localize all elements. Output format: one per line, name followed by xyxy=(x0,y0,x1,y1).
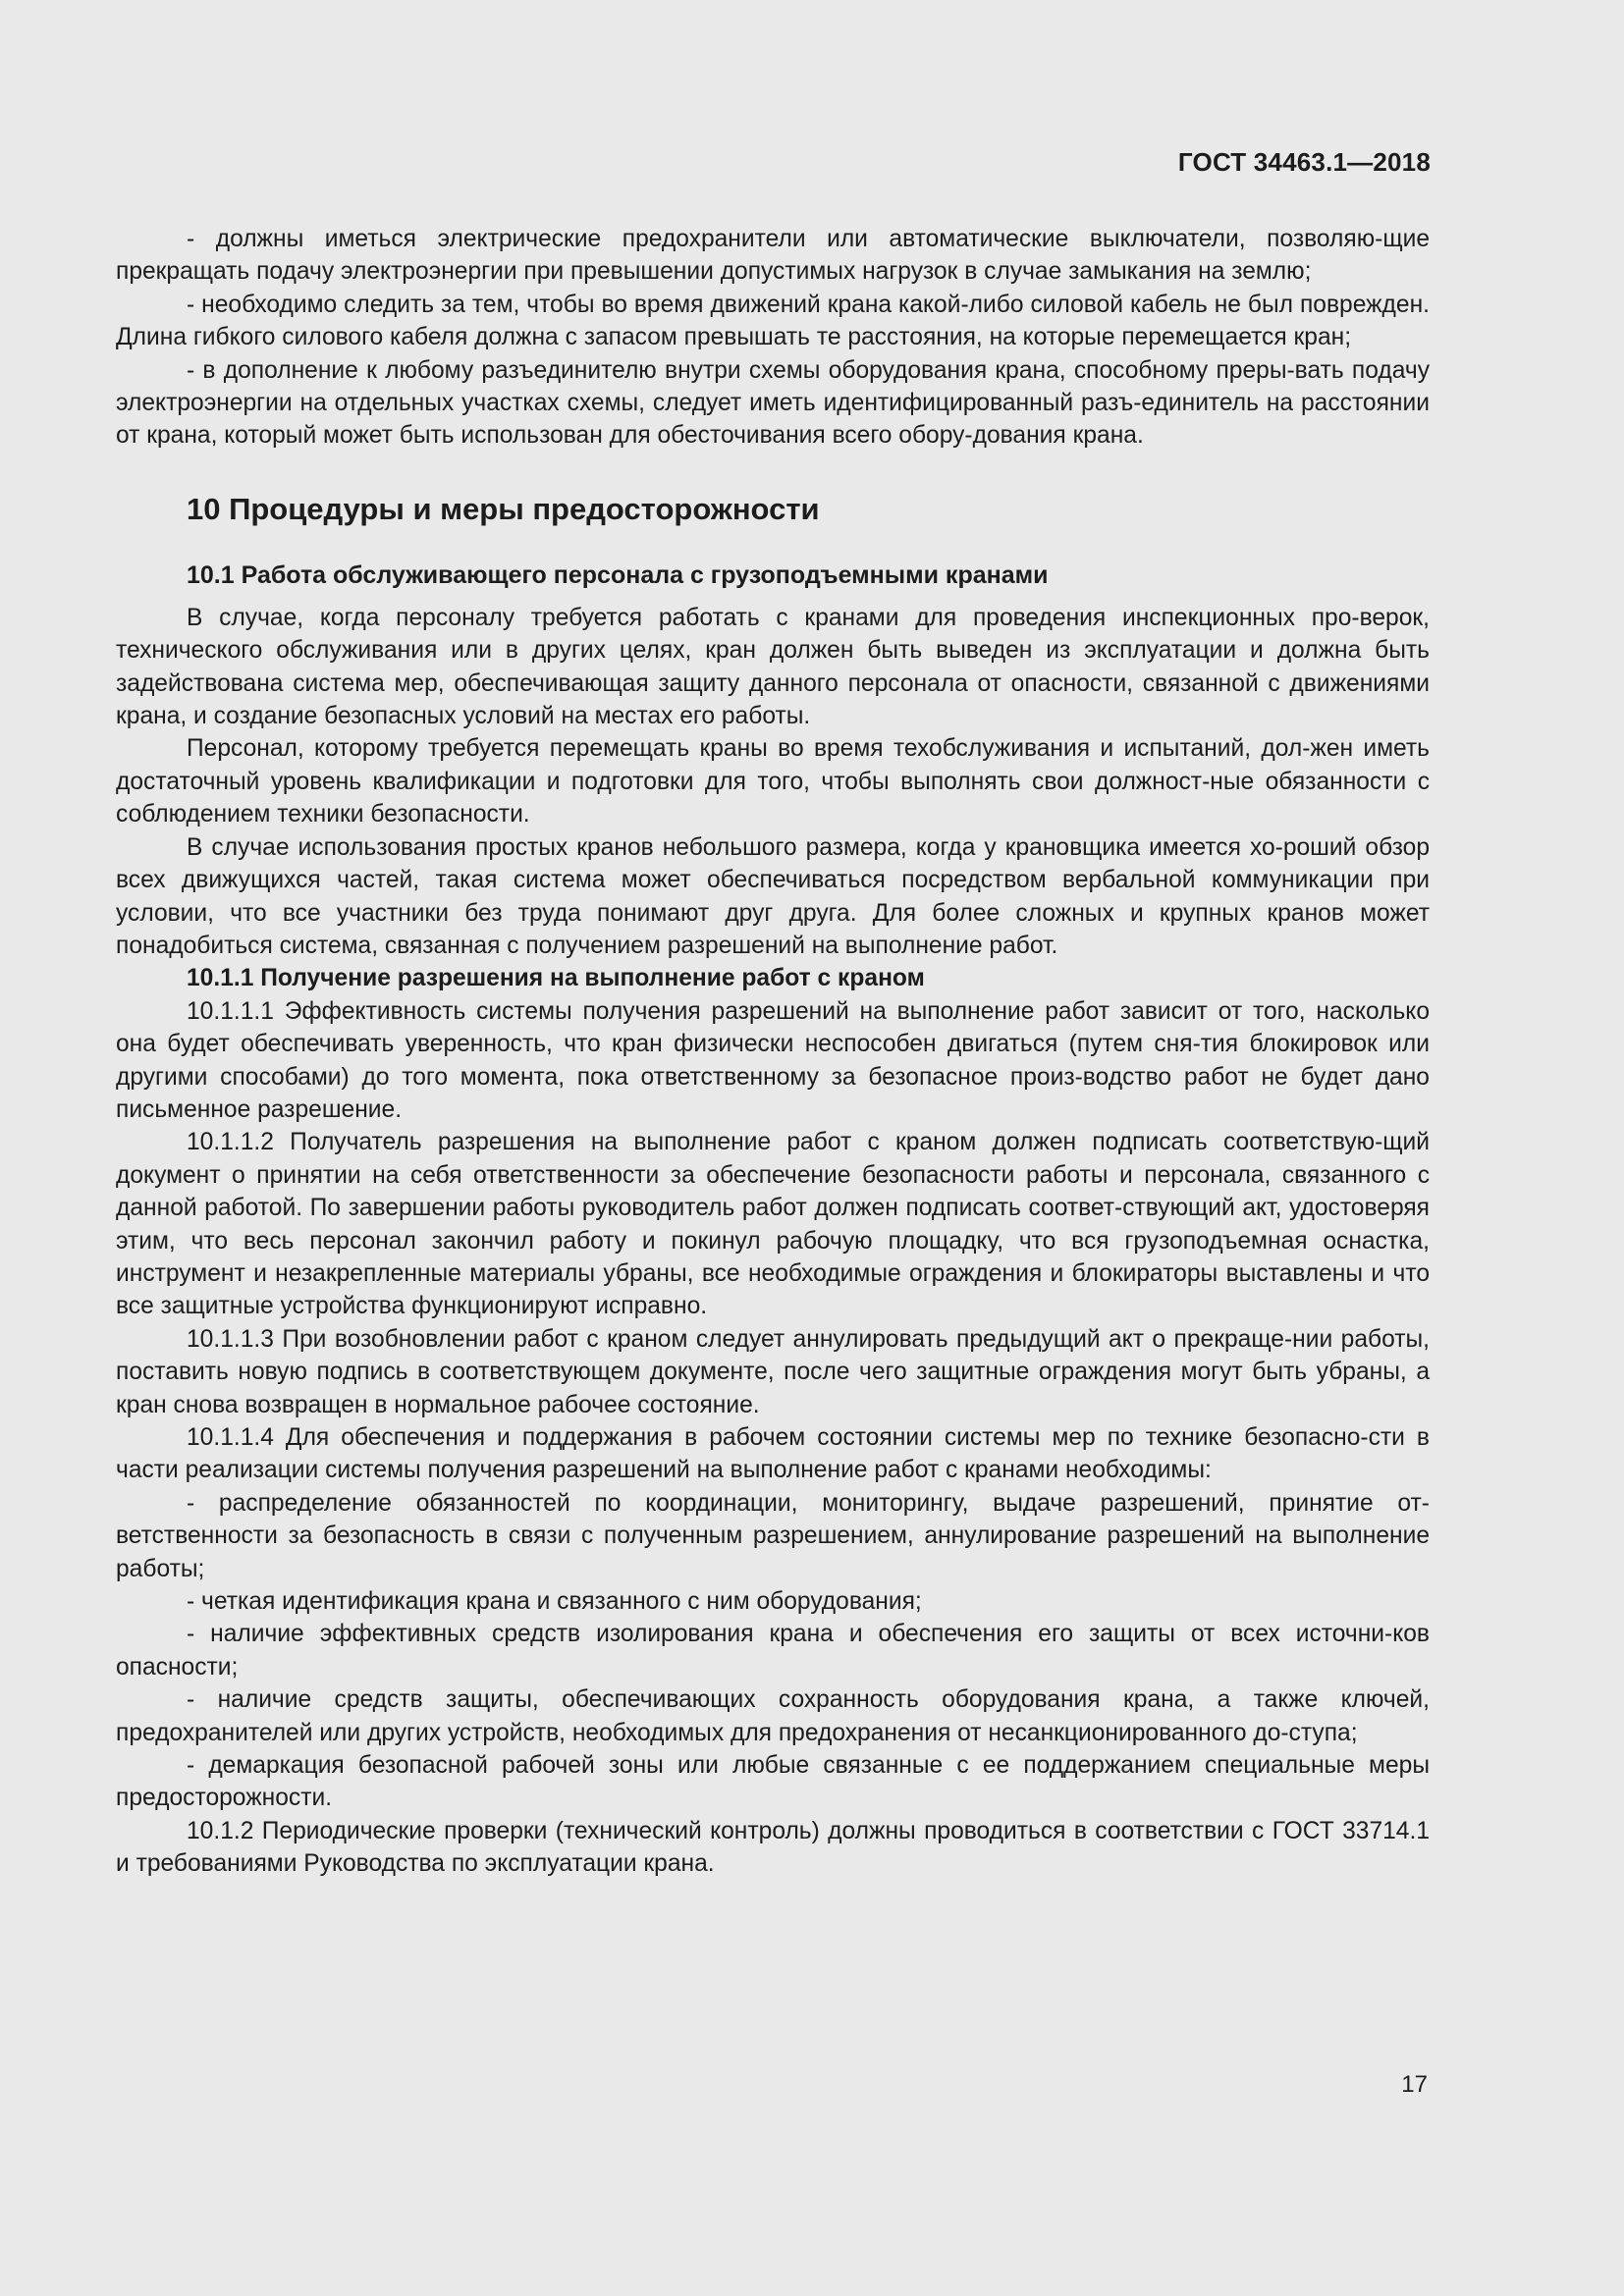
paragraph: 10.1.1.4 Для обеспечения и поддержания в рабочем состоянии системы мер по технике безопасно-сти в части реализации системы получения разрешений на выполнение работ с кранами необходимы: xyxy=(116,1424,1430,1484)
paragraph: 10.1.2 Периодические проверки (технический контроль) должны проводиться в соответствии с ГОСТ 33714.1 и требованиями Руководства по эксплуатации крана. xyxy=(116,1817,1430,1878)
paragraph: 10.1.1.2 Получатель разрешения на выполнение работ с краном должен подписать соответствую-щий документ о принятии на себя ответственности за обеспечение безопасности работы и персонала, связанного с данной работой. По завершении работы руководитель работ должен подписать соответ-ствующий акт, удостоверяя этим, что весь персонал закончил работу и покинул рабочую площадку, что вся грузоподъемная оснастка, инструмент и незакрепленные материалы убраны, все необходимые ограждения и блокираторы выставлены и что все защитные устройства функционируют исправно. xyxy=(116,1129,1430,1320)
list-item: - демаркация безопасной рабочей зоны или любые связанные с ее поддержанием специальные меры предосторожности. xyxy=(116,1752,1430,1812)
page-number: 17 xyxy=(1401,2071,1428,2098)
paragraph: 10.1.1.1 Эффективность системы получения разрешений на выполнение работ зависит от того, насколько она будет обеспечивать уверенность, что кран физически неспособен двигаться (путем сня-тия блокировок или другими способами) до того момента, пока ответственному за безопасное произ-водство работ не будет дано письменное разрешение. xyxy=(116,997,1430,1123)
document-code: ГОСТ 34463.1—2018 xyxy=(1177,147,1431,177)
list-item: - должны иметься электрические предохранители или автоматические выключатели, позволяю-щие прекращать подачу электроэнергии при превышении допустимых нагрузок в случае замыкания на землю; xyxy=(116,226,1430,286)
list-item: - в дополнение к любому разъединителю внутри схемы оборудования крана, способному преры-вать подачу электроэнергии на отдельных участках схемы, следует иметь идентифицированный разъ-единитель на расстоянии от крана, который может быть использован для обесточивания всего обору-дования крана. xyxy=(116,356,1430,450)
subsection-heading: 10.1 Работа обслуживающего персонала с грузоподъемными кранами xyxy=(187,561,1049,589)
document-body xyxy=(116,223,1430,1881)
paragraph: В случае использования простых кранов небольшого размера, когда у крановщика имеется хо-роший обзор всех движущихся частей, такая система может обеспечиваться посредством вербальной коммуникации при условии, что все участники без труда понимают друг друга. Для более сложных и крупных кранов может понадобиться система, связанная с получением разрешений на выполнение работ. xyxy=(116,833,1430,959)
list-item: - распределение обязанностей по координации, мониторингу, выдаче разрешений, принятие от-ветственности за безопасность в связи с полученным разрешением, аннулирование разрешений на выполнение работы; xyxy=(116,1489,1430,1582)
list-item: - наличие средств защиты, обеспечивающих сохранность оборудования крана, а также ключей, предохранителей или других устройств, необходимых для предохранения от несанкционированного до-ступа; xyxy=(116,1686,1430,1746)
paragraph: В случае, когда персоналу требуется работать с кранами для проведения инспекционных про-верок, технического обслуживания или в других целях, кран должен быть выведен из эксплуатации и должна быть задействована система мер, обеспечивающая защиту данного персонала от опасности, связанной с движениями крана, и создание безопасных условий на местах его работы. xyxy=(116,604,1430,730)
list-item: - необходимо следить за тем, чтобы во время движений крана какой-либо силовой кабель не был поврежден. Длина гибкого силового кабеля должна с запасом превышать те расстояния, на которые перемещается кран; xyxy=(116,291,1430,351)
clause-heading: 10.1.1 Получение разрешения на выполнение работ с краном xyxy=(187,965,925,992)
paragraph: 10.1.1.3 При возобновлении работ с краном следует аннулировать предыдущий акт о прекраще-нии работы, поставить новую подпись в соответствующем документе, после чего защитные ограждения могут быть убраны, а кран снова возвращен в нормальное рабочее состояние. xyxy=(116,1325,1430,1418)
list-item: - наличие эффективных средств изолирования крана и обеспечения его защиты от всех источни-ков опасности; xyxy=(116,1621,1430,1681)
section-heading: 10 Процедуры и меры предосторожности xyxy=(187,491,820,526)
paragraph: Персонал, которому требуется перемещать краны во время техобслуживания и испытаний, дол-жен иметь достаточный уровень квалификации и подготовки для того, чтобы выполнять свои должност-ные обязанности с соблюдением техники безопасности. xyxy=(116,735,1430,828)
list-item: - четкая идентификация крана и связанного с ним оборудования; xyxy=(187,1588,922,1616)
